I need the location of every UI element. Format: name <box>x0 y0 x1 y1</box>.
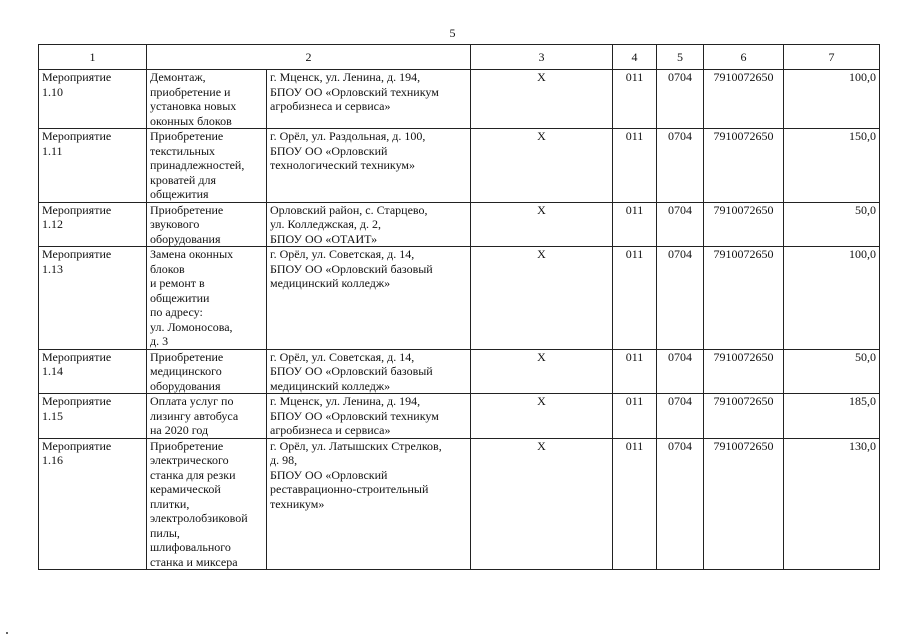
col5-cell: 0704 <box>657 247 704 350</box>
col6-cell: 7910072650 <box>704 438 784 570</box>
amount-cell: 185,0 <box>784 394 880 439</box>
amount-cell: 130,0 <box>784 438 880 570</box>
header-row <box>39 45 880 70</box>
col5-cell: 0704 <box>657 129 704 203</box>
address-cell: г. Орёл, ул. Советская, д. 14, БПОУ ОО «Орловский базовый медицинский колледж» <box>267 349 471 394</box>
description-cell: Замена оконных блоков и ремонт в общежитии по адресу: ул. Ломоносова, д. 3 <box>147 247 267 350</box>
col6-cell: 7910072650 <box>704 129 784 203</box>
address-cell: г. Мценск, ул. Ленина, д. 194, БПОУ ОО «Орловский техникум агробизнеса и сервиса» <box>267 394 471 439</box>
col3-cell: Х <box>471 202 613 247</box>
address-cell: г. Орёл, ул. Раздольная, д. 100, БПОУ ОО «Орловский технологический техникум» <box>267 129 471 203</box>
col4-cell: 011 <box>613 70 657 129</box>
header-col-4: 4 <box>613 45 657 70</box>
col3-cell: Х <box>471 129 613 203</box>
activity-cell: Мероприятие 1.12 <box>39 202 147 247</box>
amount-cell: 50,0 <box>784 202 880 247</box>
amount-cell: 50,0 <box>784 349 880 394</box>
address-cell: г. Орёл, ул. Латышских Стрелков, д. 98, БПОУ ОО «Орловский реставрационно-строительный техникум» <box>267 438 471 570</box>
col3-cell: Х <box>471 70 613 129</box>
col5-cell: 0704 <box>657 70 704 129</box>
amount-cell: 100,0 <box>784 247 880 350</box>
table-row <box>39 129 880 203</box>
col4-cell: 011 <box>613 349 657 394</box>
table-row <box>39 394 880 439</box>
amount-cell: 100,0 <box>784 70 880 129</box>
header-col-7: 7 <box>784 45 880 70</box>
col5-cell: 0704 <box>657 202 704 247</box>
col3-cell: Х <box>471 349 613 394</box>
header-col-2: 2 <box>147 45 471 70</box>
description-cell: Приобретение звукового оборудования <box>147 202 267 247</box>
col6-cell: 7910072650 <box>704 70 784 129</box>
description-cell: Приобретение электрического станка для резки керамической плитки, электролобзиковой пилы, шлифовального станка и миксера <box>147 438 267 570</box>
col5-cell: 0704 <box>657 438 704 570</box>
table-row <box>39 349 880 394</box>
col5-cell: 0704 <box>657 349 704 394</box>
col4-cell: 011 <box>613 247 657 350</box>
table-row <box>39 438 880 570</box>
header-col-3: 3 <box>471 45 613 70</box>
col4-cell: 011 <box>613 394 657 439</box>
description-cell: Приобретение текстильных принадлежностей, кроватей для общежития <box>147 129 267 203</box>
activity-cell: Мероприятие 1.13 <box>39 247 147 350</box>
header-col-5: 5 <box>657 45 704 70</box>
activity-cell: Мероприятие 1.15 <box>39 394 147 439</box>
table-row <box>39 202 880 247</box>
col5-cell: 0704 <box>657 394 704 439</box>
table-row <box>39 70 880 129</box>
amount-cell: 150,0 <box>784 129 880 203</box>
col6-cell: 7910072650 <box>704 349 784 394</box>
address-cell: Орловский район, с. Старцево, ул. Колледжская, д. 2, БПОУ ОО «ОТАИТ» <box>267 202 471 247</box>
page-number: 5 <box>449 26 456 40</box>
description-cell: Демонтаж, приобретение и установка новых оконных блоков <box>147 70 267 129</box>
header-col-6: 6 <box>704 45 784 70</box>
col4-cell: 011 <box>613 129 657 203</box>
col6-cell: 7910072650 <box>704 394 784 439</box>
budget-activities-table <box>38 44 880 570</box>
col4-cell: 011 <box>613 438 657 570</box>
col3-cell: Х <box>471 247 613 350</box>
header-col-1: 1 <box>39 45 147 70</box>
address-cell: г. Орёл, ул. Советская, д. 14, БПОУ ОО «Орловский базовый медицинский колледж» <box>267 247 471 350</box>
description-cell: Приобретение медицинского оборудования <box>147 349 267 394</box>
address-cell: г. Мценск, ул. Ленина, д. 194, БПОУ ОО «Орловский техникум агробизнеса и сервиса» <box>267 70 471 129</box>
description-cell: Оплата услуг по лизингу автобуса на 2020 год <box>147 394 267 439</box>
col4-cell: 011 <box>613 202 657 247</box>
col6-cell: 7910072650 <box>704 247 784 350</box>
table-row <box>39 247 880 350</box>
activity-cell: Мероприятие 1.14 <box>39 349 147 394</box>
activity-cell: Мероприятие 1.16 <box>39 438 147 570</box>
activity-cell: Мероприятие 1.11 <box>39 129 147 203</box>
activity-cell: Мероприятие 1.10 <box>39 70 147 129</box>
scan-speck <box>6 632 8 634</box>
col3-cell: Х <box>471 394 613 439</box>
col6-cell: 7910072650 <box>704 202 784 247</box>
col3-cell: Х <box>471 438 613 570</box>
